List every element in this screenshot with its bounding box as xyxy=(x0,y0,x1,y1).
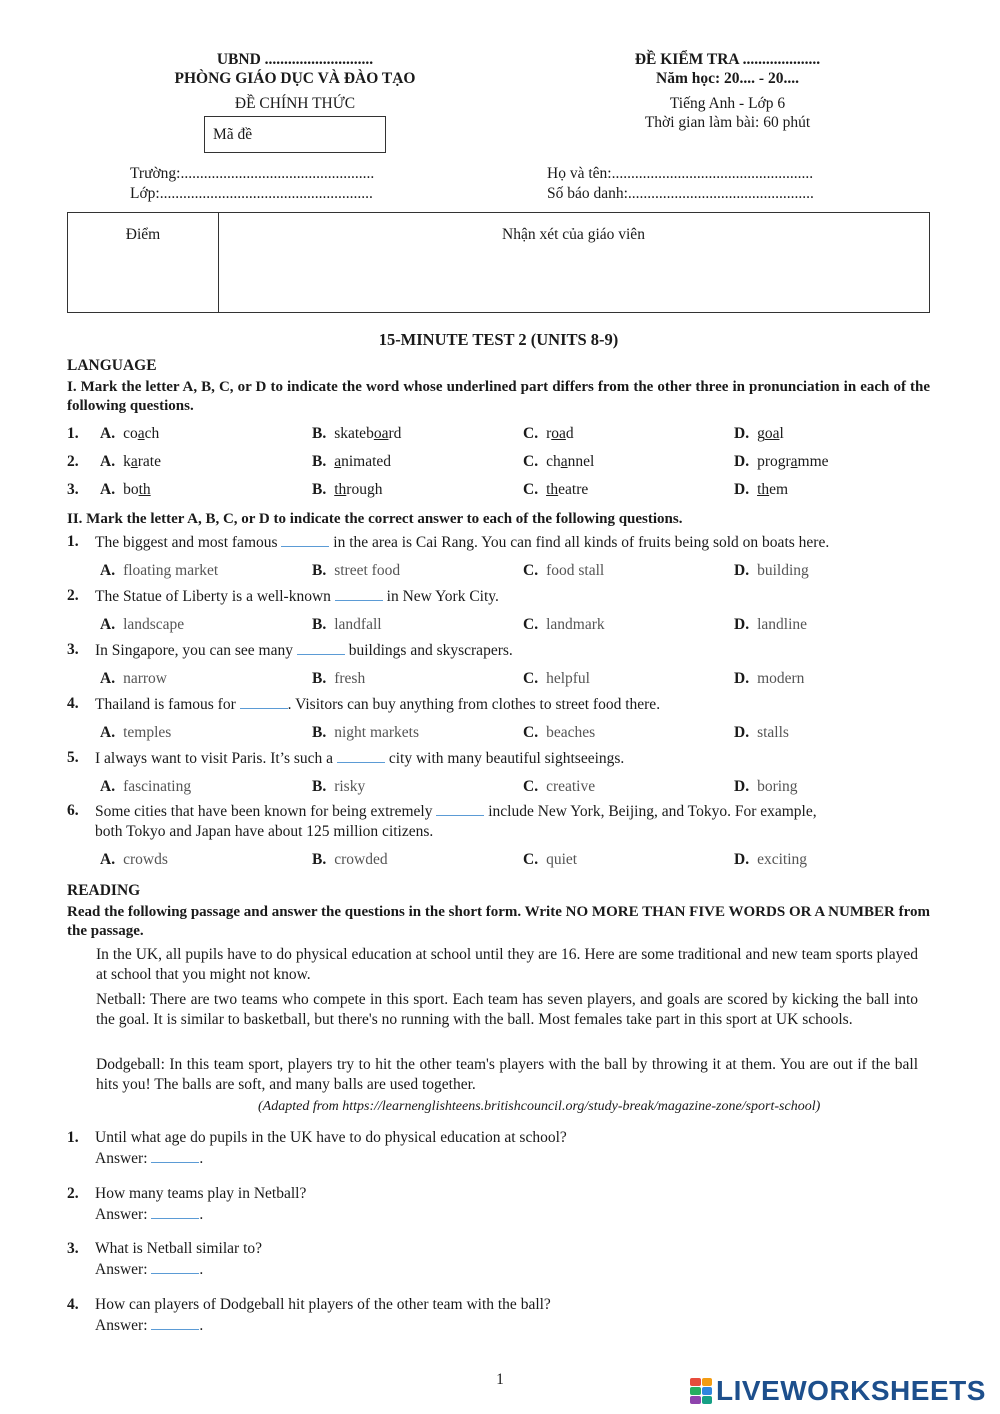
answer-blank[interactable] xyxy=(151,1259,199,1274)
question-text-after: in the area is Cai Rang. You can find all kinds of fruits being sold on boats here. xyxy=(329,534,830,551)
word-part: d xyxy=(565,425,574,442)
answer-option[interactable] xyxy=(523,615,605,635)
underlined-part: a xyxy=(334,453,342,470)
option-letter: C. xyxy=(523,425,539,442)
question-number: 3. xyxy=(67,1240,79,1257)
answer-option[interactable] xyxy=(312,561,400,581)
word-part: bo xyxy=(123,481,139,498)
question-text-before: Thailand is famous for xyxy=(95,696,240,713)
question-text: What is Netball similar to? Answer: . xyxy=(95,1240,263,1278)
word-part: nnel xyxy=(567,453,595,470)
authority-line: UBND ............................ xyxy=(216,51,374,68)
option-letter: A. xyxy=(100,616,116,633)
answer-option[interactable] xyxy=(100,615,184,635)
question-text-before: Some cities that have been known for being extremely xyxy=(95,803,437,820)
exam-code-box[interactable] xyxy=(204,116,386,153)
option-text: crowded xyxy=(334,851,388,868)
question-text-before: The Statue of Liberty is a well-known xyxy=(95,588,335,605)
option-letter: C. xyxy=(523,670,539,687)
question-number: 5. xyxy=(67,749,79,766)
answer-option[interactable] xyxy=(523,452,594,472)
reading-question-text: Until what age do pupils in the UK have to do physical education at school? xyxy=(95,1129,567,1146)
answer-option[interactable] xyxy=(312,424,401,444)
answer-option[interactable] xyxy=(312,777,365,797)
answer-option[interactable] xyxy=(100,850,168,870)
answer-label: Answer: xyxy=(95,1317,148,1334)
option-letter: A. xyxy=(100,724,116,741)
brand-name: LIVEWORKSHEETS xyxy=(716,1375,986,1406)
word-part: rd xyxy=(388,425,402,442)
question-text-before: In Singapore, you can see many xyxy=(95,642,297,659)
header-right xyxy=(560,50,895,132)
option-text: landfall xyxy=(334,616,382,633)
question-text-after: include New York, Beijing, and Tokyo. For example, xyxy=(484,803,817,820)
option-letter: C. xyxy=(523,851,539,868)
name-field[interactable]: Họ và tên:.................................................... xyxy=(547,165,814,182)
part2-instruction: II. Mark the letter A, B, C, or D to indicate the correct answer to each of the following questions. xyxy=(67,511,683,527)
question-text-after: city with many beautiful sightseeings. xyxy=(384,750,625,767)
question-text xyxy=(95,801,930,842)
answer-option[interactable] xyxy=(523,424,574,444)
answer-option[interactable] xyxy=(100,723,171,743)
word-part: g xyxy=(757,425,765,442)
option-letter: D. xyxy=(734,425,750,442)
answer-option[interactable] xyxy=(100,452,161,472)
answer-option[interactable] xyxy=(523,561,604,581)
option-letter: A. xyxy=(100,778,116,795)
underlined-part: th xyxy=(334,481,347,498)
answer-option[interactable] xyxy=(100,777,191,797)
answer-blank[interactable] xyxy=(281,532,329,547)
word-part: skateb xyxy=(334,425,374,442)
answer-option[interactable] xyxy=(734,452,829,472)
question-text: Until what age do pupils in the UK have to do physical education at school? Answer: . xyxy=(95,1129,567,1167)
reading-question-text: What is Netball similar to? xyxy=(95,1240,263,1257)
question-number: 1. xyxy=(67,533,79,550)
question-text xyxy=(95,748,930,769)
question-text-after: buildings and skyscrapers. xyxy=(344,642,513,659)
question-number: 4. xyxy=(67,695,79,712)
answer-blank[interactable] xyxy=(436,801,484,816)
header-left xyxy=(130,50,460,113)
question-number: 6. xyxy=(67,802,79,819)
class-field[interactable]: Lớp:....................................................... xyxy=(130,185,373,202)
option-text: crowds xyxy=(123,851,168,868)
option-letter: A. xyxy=(100,670,116,687)
answer-blank[interactable] xyxy=(151,1315,199,1330)
mcq-options xyxy=(67,777,930,797)
question-text: How many teams play in Netball? Answer: . xyxy=(95,1185,307,1223)
mcq-options xyxy=(67,669,930,689)
option-letter: D. xyxy=(734,778,750,795)
option-text: street food xyxy=(334,562,401,579)
option-text: stalls xyxy=(757,724,789,741)
option-letter: D. xyxy=(734,851,750,868)
question-number: 2. xyxy=(67,587,79,604)
answer-option[interactable] xyxy=(523,850,577,870)
word-part: ch xyxy=(144,425,160,442)
reading-instruction: Read the following passage and answer the questions in the short form. Write NO MORE THAN FIVE WORDS OR A NUMBER from the passage. xyxy=(67,904,930,939)
option-letter: C. xyxy=(523,778,539,795)
option-letter: A. xyxy=(100,562,116,579)
option-letter: C. xyxy=(523,616,539,633)
option-text: creative xyxy=(546,778,596,795)
option-letter: C. xyxy=(523,724,539,741)
answer-option[interactable] xyxy=(734,777,798,797)
option-letter: A. xyxy=(100,453,116,470)
option-letter: A. xyxy=(100,481,116,498)
option-text: fascinating xyxy=(123,778,192,795)
underlined-part: th xyxy=(546,481,559,498)
answer-label: Answer: xyxy=(95,1150,148,1167)
option-text: narrow xyxy=(123,670,167,687)
option-letter: B. xyxy=(312,616,327,633)
option-text: floating market xyxy=(123,562,219,579)
word-part: l xyxy=(779,425,784,442)
underlined-part: a xyxy=(137,425,145,442)
logo-blocks-icon xyxy=(690,1378,712,1404)
option-letter: D. xyxy=(734,670,750,687)
option-letter: C. xyxy=(523,481,539,498)
question-number: 3. xyxy=(67,641,79,658)
score-label: Điểm xyxy=(125,226,161,243)
underlined-part: a xyxy=(790,453,798,470)
official-label: ĐỀ CHÍNH THỨC xyxy=(234,95,356,112)
answer-option[interactable] xyxy=(523,669,590,689)
answer-blank[interactable] xyxy=(297,640,345,655)
option-letter: C. xyxy=(523,453,539,470)
option-letter: B. xyxy=(312,562,327,579)
option-letter: B. xyxy=(312,724,327,741)
word-part: ch xyxy=(546,453,561,470)
word-part: progr xyxy=(757,453,791,470)
answer-option[interactable] xyxy=(312,615,382,635)
underlined-part: oa xyxy=(551,425,566,442)
question-text xyxy=(95,640,930,661)
answer-blank[interactable] xyxy=(337,748,385,763)
reading-heading: READING xyxy=(67,882,141,899)
option-text: boring xyxy=(757,778,798,795)
underlined-part: th xyxy=(138,481,151,498)
question-number: 4. xyxy=(67,1296,79,1313)
answer-option[interactable] xyxy=(100,424,159,444)
word-part: co xyxy=(123,425,138,442)
option-text: landline xyxy=(757,616,808,633)
option-letter: B. xyxy=(312,670,327,687)
question-text-before: The biggest and most famous xyxy=(95,534,282,551)
answer-blank[interactable] xyxy=(335,586,383,601)
answer-label: Answer: xyxy=(95,1261,148,1278)
option-letter: D. xyxy=(734,616,750,633)
option-letter: B. xyxy=(312,425,327,442)
answer-option[interactable] xyxy=(312,669,365,689)
question-number: 1. xyxy=(67,425,79,442)
option-letter: B. xyxy=(312,851,327,868)
option-text: helpful xyxy=(546,670,590,687)
answer-option[interactable] xyxy=(523,777,595,797)
question-text xyxy=(95,694,930,715)
mcq-options xyxy=(67,723,930,743)
school-field[interactable]: Trường:.................................................. xyxy=(130,165,375,182)
option-text: fresh xyxy=(334,670,366,687)
question-text-after: in New York City. xyxy=(382,588,499,605)
answer-option[interactable] xyxy=(734,424,784,444)
answer-option[interactable] xyxy=(100,561,218,581)
word-part: rough xyxy=(346,481,383,498)
pronunciation-question xyxy=(67,452,930,472)
option-letter: D. xyxy=(734,481,750,498)
mcq-options xyxy=(67,615,930,635)
option-letter: C. xyxy=(523,562,539,579)
answer-option[interactable] xyxy=(734,669,804,689)
answer-option[interactable] xyxy=(312,723,419,743)
passage-paragraph: Dodgeball: In this team sport, players try to hit the other team's players with the ball by throwing it at them. You are out if the ball hits you! The balls are soft, and many balls are used together. xyxy=(96,1056,918,1093)
option-text: landmark xyxy=(546,616,605,633)
underlined-part: th xyxy=(757,481,770,498)
answer-option[interactable] xyxy=(734,561,809,581)
word-part: k xyxy=(123,453,131,470)
option-text: quiet xyxy=(546,851,578,868)
option-letter: D. xyxy=(734,724,750,741)
reading-question-text: How many teams play in Netball? xyxy=(95,1185,307,1202)
question-number: 2. xyxy=(67,453,79,470)
page-number: 1 xyxy=(496,1371,504,1388)
word-part: eatre xyxy=(558,481,589,498)
subject-line: Tiếng Anh - Lớp 6 xyxy=(669,95,786,112)
question-text-after: . Visitors can buy anything from clothes to street food there. xyxy=(287,696,661,713)
question-text xyxy=(95,586,930,607)
word-part: nimated xyxy=(341,453,392,470)
answer-blank[interactable] xyxy=(151,1204,199,1219)
passage-source: (Adapted from https://learnenglishteens.britishcouncil.org/study-break/magazine-zone/sport-school) xyxy=(258,1099,821,1114)
passage-paragraph: In the UK, all pupils have to do physical education at school until they are 16. Here are some traditional and new team sports played at school that you might not know. xyxy=(96,946,918,983)
question-number: 3. xyxy=(67,481,79,498)
question-text: How can players of Dodgeball hit players of the other team with the ball? Answer: . xyxy=(95,1296,551,1334)
reading-question-text: How can players of Dodgeball hit players of the other team with the ball? xyxy=(95,1296,551,1313)
underlined-part: oa xyxy=(764,425,780,442)
underlined-part: a xyxy=(560,453,568,470)
teacher-comment-label: Nhận xét của giáo viên xyxy=(502,226,645,243)
option-letter: B. xyxy=(312,481,327,498)
question-text-before: I always want to visit Paris. It’s such a xyxy=(95,750,337,767)
answer-option[interactable] xyxy=(312,452,391,472)
option-text: risky xyxy=(334,778,366,795)
option-text: exciting xyxy=(757,851,808,868)
answer-label: Answer: xyxy=(95,1206,148,1223)
answer-option[interactable] xyxy=(312,850,388,870)
exam-title-line: ĐỀ KIỂM TRA .................... xyxy=(634,51,821,68)
answer-option[interactable] xyxy=(100,480,151,500)
answer-option[interactable] xyxy=(734,615,807,635)
department-line: PHÒNG GIÁO DỤC VÀ ĐÀO TẠO xyxy=(174,70,416,87)
answer-option[interactable] xyxy=(734,480,788,500)
answer-option[interactable] xyxy=(523,480,588,500)
word-part: mme xyxy=(797,453,829,470)
exam-code-label: Mã đề xyxy=(213,126,253,143)
option-text: modern xyxy=(757,670,805,687)
answer-blank[interactable] xyxy=(151,1148,199,1163)
language-heading: LANGUAGE xyxy=(67,357,157,374)
option-letter: B. xyxy=(312,453,327,470)
underlined-part: oa xyxy=(373,425,389,442)
time-line: Thời gian làm bài: 60 phút xyxy=(644,114,811,131)
word-part: em xyxy=(769,481,789,498)
option-letter: D. xyxy=(734,453,750,470)
school-year-line: Năm học: 20.... - 20.... xyxy=(656,70,799,87)
option-letter: B. xyxy=(312,778,327,795)
answer-option[interactable] xyxy=(100,669,167,689)
question-text-continued: both Tokyo and Japan have about 125 million citizens. xyxy=(95,823,434,840)
passage-paragraph: Netball: There are two teams who compete in this sport. Each team has seven players, and goals are scored by kicking the ball into the goal. It is similar to basketball, but there's no running with the ball. Most females take part in this sport at UK schools. xyxy=(96,991,918,1028)
answer-option[interactable] xyxy=(734,723,789,743)
mcq-options xyxy=(67,850,930,870)
liveworksheets-logo[interactable] xyxy=(690,1374,986,1408)
option-letter: A. xyxy=(100,425,116,442)
pronunciation-question xyxy=(67,480,930,500)
underlined-part: a xyxy=(130,453,138,470)
option-text: landscape xyxy=(123,616,185,633)
answer-option[interactable] xyxy=(523,723,595,743)
pronunciation-question xyxy=(67,424,930,444)
option-letter: A. xyxy=(100,851,116,868)
option-text: beaches xyxy=(546,724,596,741)
option-text: building xyxy=(757,562,809,579)
part1-instruction: I. Mark the letter A, B, C, or D to indicate the word whose underlined part differs from the other three in pronunciation in each of the following questions. xyxy=(67,379,930,414)
question-text xyxy=(95,532,930,553)
test-title: 15-MINUTE TEST 2 (UNITS 8-9) xyxy=(378,330,619,349)
mcq-options xyxy=(67,561,930,581)
option-text: food stall xyxy=(546,562,605,579)
student-id-field[interactable]: Số báo danh:................................................ xyxy=(547,185,814,202)
option-text: night markets xyxy=(334,724,420,741)
question-number: 1. xyxy=(67,1129,79,1146)
option-letter: D. xyxy=(734,562,750,579)
answer-option[interactable] xyxy=(312,480,382,500)
question-number: 2. xyxy=(67,1185,79,1202)
answer-blank[interactable] xyxy=(240,694,288,709)
option-text: temples xyxy=(123,724,172,741)
word-part: r xyxy=(546,425,552,442)
word-part: rate xyxy=(137,453,161,470)
answer-option[interactable] xyxy=(734,850,807,870)
grade-table xyxy=(67,212,930,313)
